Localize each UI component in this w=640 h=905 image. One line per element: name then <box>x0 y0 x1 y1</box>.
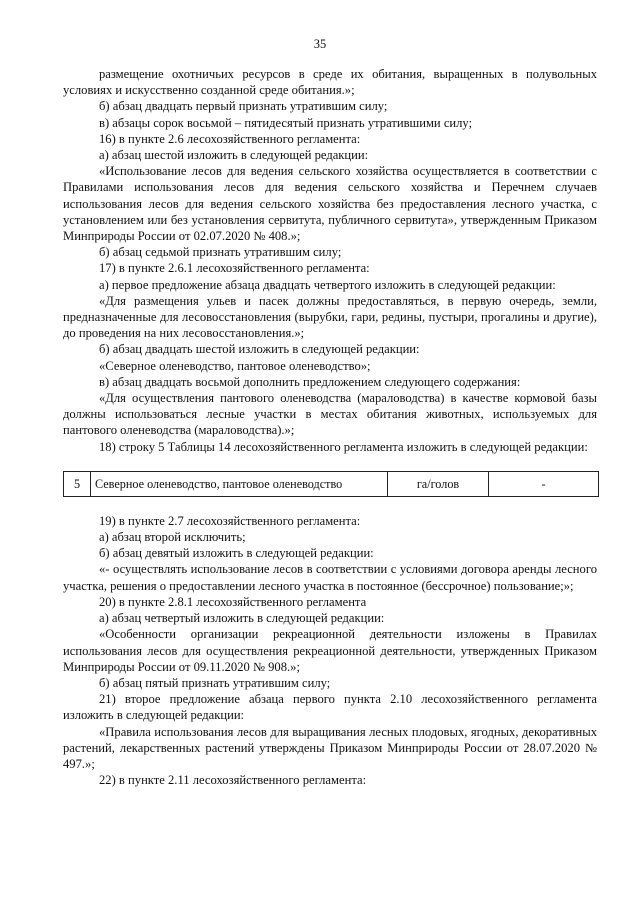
paragraph: б) абзац пятый признать утратившим силу; <box>99 675 331 690</box>
paragraph: б) абзац седьмой признать утратившим силу; <box>99 245 342 260</box>
regulation-table <box>63 471 599 497</box>
paragraph: а) абзац четвертый изложить в следующей редакции: <box>99 611 385 626</box>
paragraph: 19) в пункте 2.7 лесохозяйственного регламента: <box>99 513 361 528</box>
paragraph: «Особенности организации рекреационной деятельности изложены в Правилах использования лесов для осуществления рекреационной деятельности, утвержденных Приказом Минприроды России от 09.11.2020 № 908.»; <box>63 627 597 674</box>
paragraphs-top <box>63 66 597 455</box>
paragraph: 22) в пункте 2.11 лесохозяйственного регламента: <box>99 773 367 788</box>
table-row <box>64 471 599 496</box>
paragraph: в) абзац двадцать восьмой дополнить предложением следующего содержания: <box>99 374 521 389</box>
paragraph: «Северное оленеводство, пантовое оленеводство»; <box>99 358 371 373</box>
table-cell-number: 5 <box>64 471 91 496</box>
paragraph: 16) в пункте 2.6 лесохозяйственного регламента: <box>99 131 361 146</box>
table-14-row-5 <box>63 471 597 497</box>
table-cell-unit: га/голов <box>388 471 489 496</box>
document-body <box>63 66 597 788</box>
paragraph: 17) в пункте 2.6.1 лесохозяйственного регламента: <box>99 261 370 276</box>
paragraphs-bottom <box>63 513 597 788</box>
paragraph: в) абзацы сорок восьмой – пятидесятый признать утратившими силу; <box>99 115 473 130</box>
paragraph: а) первое предложение абзаца двадцать четвертого изложить в следующей редакции: <box>99 277 556 292</box>
page-number: 35 <box>313 37 327 51</box>
paragraph: «Для осуществления пантового оленеводства (мараловодства) в качестве кормовой базы должны использоваться лесные участки в местах обитания животных, используемых для пантового оленеводства (мараловодства).»; <box>63 391 597 438</box>
paragraph: 21) второе предложение абзаца первого пункта 2.10 лесохозяйственного регламента изложить в следующей редакции: <box>63 692 597 723</box>
paragraph: б) абзац девятый изложить в следующей редакции: <box>99 546 374 561</box>
paragraph: размещение охотничьих ресурсов в среде их обитания, выращенных в полувольных условиях и искусственно созданной среде обитания.»; <box>63 67 597 98</box>
paragraph: б) абзац двадцать шестой изложить в следующей редакции: <box>99 342 420 357</box>
paragraph: а) абзац второй исключить; <box>99 530 246 545</box>
paragraph: «- осуществлять использование лесов в соответствии с условиями договора аренды лесного участка, решения о предоставлении лесного участка в постоянное (бессрочное) пользование;»; <box>63 562 597 593</box>
table-cell-value: - <box>489 471 599 496</box>
table-cell-activity: Северное оленеводство, пантовое оленеводство <box>91 471 388 496</box>
paragraph: б) абзац двадцать первый признать утратившим силу; <box>99 99 388 114</box>
paragraph: «Использование лесов для ведения сельского хозяйства осуществляется в соответствии с Правилами использования лесов для ведения сельского хозяйства и Перечнем случаев использования лесов для ведения сельского хозяйства без предоставления лесного участка, с установлением или без установления сервитута, публичного сервитута», утвержденным Приказом Минприроды России от 02.07.2020 № 408.»; <box>63 164 597 244</box>
paragraph: 18) строку 5 Таблицы 14 лесохозяйственного регламента изложить в следующей редакции: <box>99 439 588 454</box>
paragraph: «Правила использования лесов для выращивания лесных плодовых, ягодных, декоративных растений, лекарственных растений утверждены Приказом Минприроды России от 28.07.2020 № 497.»; <box>63 724 597 771</box>
paragraph: а) абзац шестой изложить в следующей редакции: <box>99 148 369 163</box>
paragraph: «Для размещения ульев и пасек должны предоставляться, в первую очередь, земли, предназначенные для лесовосстановления (вырубки, гари, редины, пустыри, прогалины и другие), до проведения на них лесовосстановления.»; <box>63 293 597 341</box>
paragraph: 20) в пункте 2.8.1 лесохозяйственного регламента <box>99 594 367 609</box>
